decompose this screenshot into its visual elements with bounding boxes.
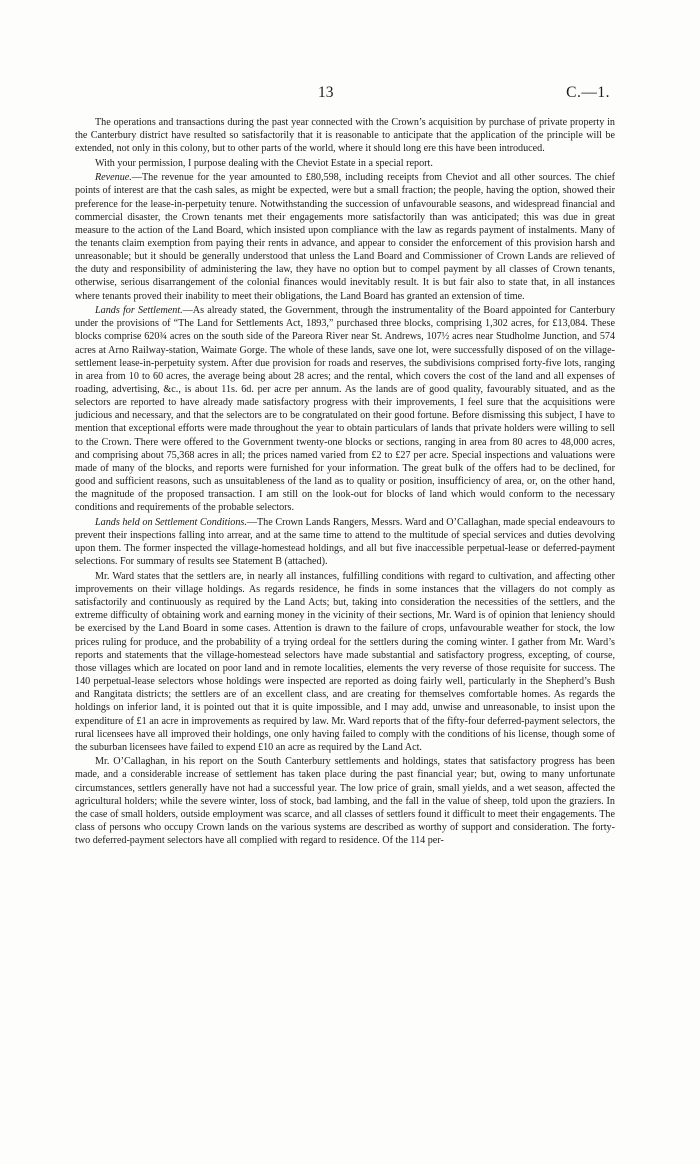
section-heading: Lands held on Settlement Conditions. <box>95 516 247 528</box>
section-heading: Lands for Settlement. <box>95 305 183 317</box>
paragraph-text: Mr. O’Callaghan, in his report on the South Canterbury settlements and holdings, states that satisfactory progress has been made, and a considerable increase of settlement has taken place during the past financial year; but, owing to many unfortunate circumstances, settlers generally have not had a successful year. The low price of grain, small yields, and a wet season, affected the agricultural holders; while the severe winter, loss of stock, bad lambing, and the fall in the value of sheep, told upon the graziers. In the case of small holders, outside employment was scarce, and all classes of settlers found it difficult to meet their engagements. The class of persons who occupy Crown lands on the various systems are described as worthy of support and consideration. The forty-two deferred-payment selectors have all complied with regard to residence. Of the 114 per- <box>75 756 615 847</box>
section-heading: Revenue. <box>95 172 132 184</box>
paragraph <box>75 171 615 303</box>
paragraph-text: —The Crown Lands Rangers, Messrs. Ward and O’Callaghan, made special endeavours to prevent their inspections falling into arrear, and at the same time to attend to the multitude of special services and duties devolving upon them. The former inspected the village-homestead holdings, and all but five inaccessible perpetual-lease or deferred-payment selections. For summary of results see Statement B (attached). <box>75 516 615 568</box>
page-number: 13 <box>318 84 334 101</box>
paragraph-text: The operations and transactions during the past year connected with the Crown’s acquisition by purchase of private property in the Canterbury district have resulted so satisfactorily that it is reasonable to anticipate that the application of the principle will be extended, not only in this colony, but to other parts of the world, where it should long ere this have been introduced. <box>75 117 615 155</box>
paragraph <box>75 157 615 170</box>
paragraph-text: —The revenue for the year amounted to £80,598, including receipts from Cheviot and all other sources. The chief points of interest are that the cash sales, as might be expected, were but a small fraction; the people, having the option, showed their preference for the lease-in-perpetuity tenure. Notwithstanding the succession of unfavourable seasons, and widespread financial and commercial disaster, the Crown tenants met their engagements more satisfactorily than was anticipated; this was due in great measure to the action of the Land Board, which insisted upon compliance with the law as regards payment of instalments. Many of the tenants claim exemption from paying their rents in advance, and appear to consider the enforcement of this provision harsh and unreasonable; but it should be generally understood that unless the Land Board and Commissioner of Crown Lands are relieved of the duty and responsibility of administering the law, they have no option but to compel payment by all classes of Crown tenants, otherwise, serious disarrangement of the colonial finances would inevitably result. It is but fair also to state that, in all instances where tenants proved their inability to meet their obligations, the Land Board has granted an extension of time. <box>75 172 615 302</box>
paragraph <box>75 570 615 754</box>
paragraph-text: —As already stated, the Government, through the instrumentality of the Board appointed for Canterbury under the provisions of “The Land for Settlements Act, 1893,” purchased three blocks, comprising 1,302 acres, for £13,084. These blocks comprise 620¾ acres on the south side of the Pareora River near St. Andrews, 107½ acres near Studholme Junction, and 574 acres at Arno Railway-station, Waimate Gorge. The whole of these lands, save one lot, were successfully disposed of on the village-settlement lease-in-perpetuity system. After due provision for roads and reserves, the subdivisions comprised forty-five lots, ranging in area from 10 to 60 acres, the average being about 28 acres; and the rental, which covers the cost of the land and all expenses of roading, advertising, &c., is about 11s. 6d. per acre per annum. As the lands are of good quality, favourably situated, and as the selectors are reported to have already made satisfactory progress with their improvements, I feel sure that the acquisitions were judicious and necessary, and that the selectors are to be congratulated on their good fortune. Before dismissing this subject, I have to mention that exceptional efforts were made throughout the year to obtain particulars of lands that private holders were willing to sell to the Crown. There were offered to the Government twenty-one blocks or sections, ranging in area from 80 acres to 48,000 acres, and comprising about 75,368 acres in all; the prices named varied from £2 to £27 per acre. Special inspections and valuations were made of many of the blocks, and reports were furnished for your information. The great bulk of the offers had to be declined, for good and sufficient reasons, such as unsuitableness of the land as to quality or position, insufficiency of area, or, on the other hand, the magnitude of the proposed transaction. I am still on the look-out for blocks of land which would conform to the necessary conditions and requirements of the probable selectors. <box>75 305 616 514</box>
body-text <box>75 116 615 849</box>
page-header <box>0 84 700 106</box>
paragraph-text: With your permission, I purpose dealing with the Cheviot Estate in a special report. <box>95 157 433 169</box>
paragraph <box>75 304 615 515</box>
paragraph-text: Mr. Ward states that the settlers are, in nearly all instances, fulfilling conditions with regard to cultivation, and affecting other improvements on their village holdings. As regards residence, he finds in some instances that the villagers do not comply as satisfactorily and continuously as required by the Land Acts; but, taking into consideration the necessities of the settlers, and the extreme difficulty of obtaining work and earning money in the vicinity of their sections, Mr. Ward is of opinion that leniency should be exercised by the Land Board in some cases. Attention is drawn to the failure of crops, unfavourable weather for stock, the low prices ruling for produce, and the probability of a trying ordeal for the settlers during the coming winter. I gather from Mr. Ward’s reports and statements that the village-homestead selectors have made substantial and satisfactory progress, excepting, of course, those villages which are located on poor land and in remote localities, elements the very reverse of those requisite for success. The 140 perpetual-lease selectors whose holdings were inspected are reported as doing fairly well, particularly in the Shepherd’s Bush and Rangitata districts; the settlers are of an excellent class, and are creating for themselves comfortable homes. As regards the holdings on inferior land, it is pointed out that it is quite impossible, and I may add, unwise and unreasonable, to insist upon the expenditure of £1 an acre in improvements as required by law. Mr. Ward reports that of the fifty-four deferred-payment selectors, the rural licensees have all improved their holdings, one only having failed to comply with the conditions of his license, though some of the suburban licensees have failed to expend £10 an acre as required by the Land Act. <box>75 570 615 753</box>
paragraph <box>75 516 615 569</box>
document-code: C.—1. <box>566 84 610 101</box>
paragraph <box>75 755 615 847</box>
paragraph <box>75 116 615 155</box>
